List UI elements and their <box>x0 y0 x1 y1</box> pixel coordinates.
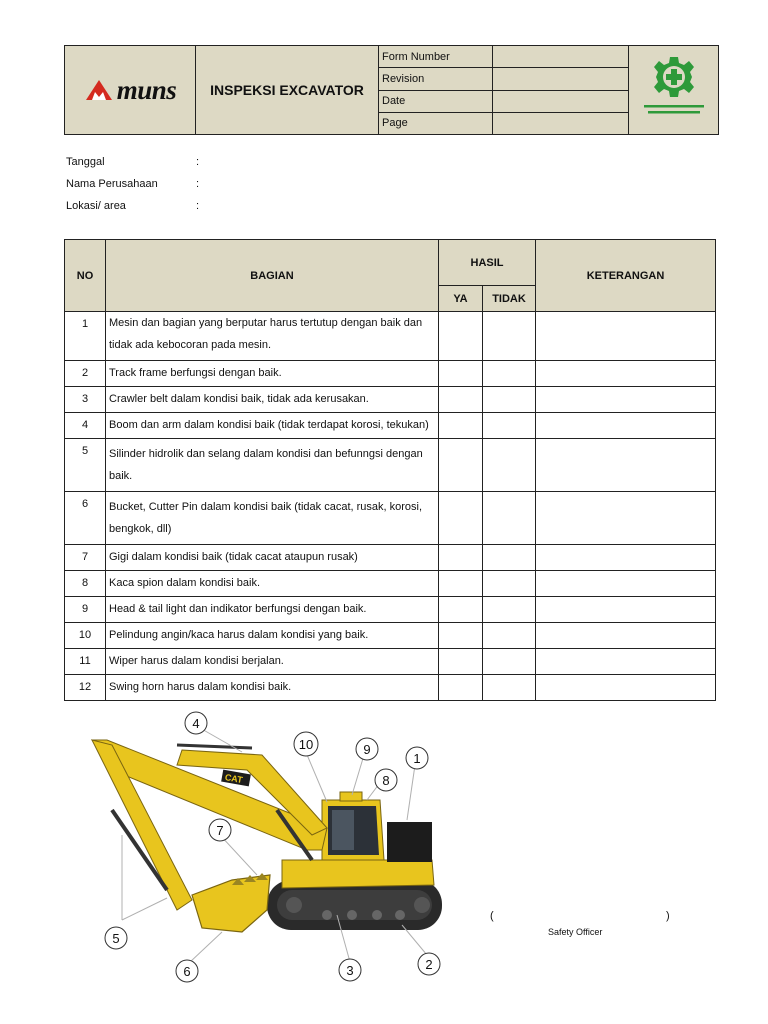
tidak-checkbox-cell[interactable] <box>483 312 536 361</box>
row-number: 3 <box>65 387 106 413</box>
ya-checkbox-cell[interactable] <box>439 413 483 439</box>
callout-2 <box>418 953 440 975</box>
table-row <box>65 312 716 361</box>
callout-1 <box>406 747 428 769</box>
row-description: Silinder hidrolik dan selang dalam kondisi dan befunngsi dengan baik. <box>106 439 439 492</box>
col-header-tidak: TIDAK <box>483 286 536 312</box>
ya-checkbox-cell[interactable] <box>439 361 483 387</box>
table-row <box>65 623 716 649</box>
ya-checkbox-cell[interactable] <box>439 623 483 649</box>
ya-checkbox-cell[interactable] <box>439 387 483 413</box>
ya-checkbox-cell[interactable] <box>439 675 483 701</box>
table-row <box>65 492 716 545</box>
col-header-bagian: BAGIAN <box>106 240 439 312</box>
logo-cell <box>65 46 196 135</box>
table-row <box>65 597 716 623</box>
company-logo <box>65 75 195 106</box>
keterangan-cell[interactable] <box>536 623 716 649</box>
cat-brand-label: CAT <box>224 772 244 786</box>
svg-text:1: 1 <box>413 751 421 766</box>
tidak-checkbox-cell[interactable] <box>483 387 536 413</box>
col-header-keterangan: KETERANGAN <box>536 240 716 312</box>
row-number: 5 <box>65 439 106 492</box>
form-header <box>64 45 719 135</box>
excavator-bucket <box>192 873 270 932</box>
table-row <box>65 675 716 701</box>
keterangan-cell[interactable] <box>536 545 716 571</box>
callout-10 <box>294 732 318 756</box>
info-colon: : <box>196 178 200 190</box>
signature-close-paren: ) <box>666 910 670 922</box>
tidak-checkbox-cell[interactable] <box>483 361 536 387</box>
row-number: 4 <box>65 413 106 439</box>
table-row <box>65 545 716 571</box>
tidak-checkbox-cell[interactable] <box>483 597 536 623</box>
row-description: Wiper harus dalam kondisi berjalan. <box>106 649 439 675</box>
ya-checkbox-cell[interactable] <box>439 649 483 675</box>
ya-checkbox-cell[interactable] <box>439 571 483 597</box>
row-number: 9 <box>65 597 106 623</box>
callout-4 <box>185 712 207 734</box>
keterangan-cell[interactable] <box>536 413 716 439</box>
row-number: 1 <box>65 312 106 361</box>
tidak-checkbox-cell[interactable] <box>483 492 536 545</box>
form-number-label: Form Number <box>379 46 493 68</box>
table-row <box>65 649 716 675</box>
k3-safety-emblem-icon <box>634 53 714 123</box>
info-colon: : <box>196 200 200 212</box>
form-title: INSPEKSI EXCAVATOR <box>196 46 379 135</box>
keterangan-cell[interactable] <box>536 387 716 413</box>
row-description: Gigi dalam kondisi baik (tidak cacat ataupun rusak) <box>106 545 439 571</box>
row-description: Kaca spion dalam kondisi baik. <box>106 571 439 597</box>
inspection-table <box>64 239 716 701</box>
row-number: 10 <box>65 623 106 649</box>
tidak-checkbox-cell[interactable] <box>483 649 536 675</box>
keterangan-cell[interactable] <box>536 439 716 492</box>
signature-open-paren: ( <box>490 910 494 922</box>
ya-checkbox-cell[interactable] <box>439 492 483 545</box>
muns-logo-icon <box>84 78 114 102</box>
svg-text:5: 5 <box>112 931 120 946</box>
row-number: 2 <box>65 361 106 387</box>
keterangan-cell[interactable] <box>536 492 716 545</box>
row-description: Crawler belt dalam kondisi baik, tidak ada kerusakan. <box>106 387 439 413</box>
keterangan-cell[interactable] <box>536 649 716 675</box>
svg-text:10: 10 <box>298 737 314 752</box>
keterangan-cell[interactable] <box>536 312 716 361</box>
callout-9 <box>356 738 378 760</box>
col-header-no: NO <box>65 240 106 312</box>
form-number-value[interactable] <box>493 46 629 68</box>
callout-6 <box>176 960 198 982</box>
keterangan-cell[interactable] <box>536 571 716 597</box>
row-description: Bucket, Cutter Pin dalam kondisi baik (tidak cacat, rusak, korosi, bengkok, dll) <box>106 492 439 545</box>
logo-text: muns <box>116 74 177 105</box>
page-value[interactable] <box>493 112 629 134</box>
k3-seal-cell <box>629 46 719 135</box>
revision-value[interactable] <box>493 68 629 90</box>
page-label: Page <box>379 112 493 134</box>
table-row <box>65 387 716 413</box>
row-description: Head & tail light dan indikator berfungsi dengan baik. <box>106 597 439 623</box>
tidak-checkbox-cell[interactable] <box>483 413 536 439</box>
table-row <box>65 361 716 387</box>
row-number: 6 <box>65 492 106 545</box>
revision-label: Revision <box>379 68 493 90</box>
keterangan-cell[interactable] <box>536 675 716 701</box>
callout-7 <box>209 819 231 841</box>
callout-3 <box>339 959 361 981</box>
info-label: Tanggal <box>66 156 105 168</box>
ya-checkbox-cell[interactable] <box>439 312 483 361</box>
svg-text:8: 8 <box>382 773 390 788</box>
callout-5 <box>105 927 127 949</box>
info-colon: : <box>196 156 200 168</box>
keterangan-cell[interactable] <box>536 361 716 387</box>
svg-text:7: 7 <box>216 823 224 838</box>
date-label: Date <box>379 90 493 112</box>
row-description: Track frame berfungsi dengan baik. <box>106 361 439 387</box>
info-label: Nama Perusahaan <box>66 178 158 190</box>
callout-8 <box>375 769 397 791</box>
table-row <box>65 571 716 597</box>
row-number: 12 <box>65 675 106 701</box>
svg-text:3: 3 <box>346 963 354 978</box>
tidak-checkbox-cell[interactable] <box>483 675 536 701</box>
svg-text:4: 4 <box>192 716 200 731</box>
tidak-checkbox-cell[interactable] <box>483 545 536 571</box>
col-header-ya: YA <box>439 286 483 312</box>
ya-checkbox-cell[interactable] <box>439 597 483 623</box>
tidak-checkbox-cell[interactable] <box>483 623 536 649</box>
ya-checkbox-cell[interactable] <box>439 545 483 571</box>
row-description: Pelindung angin/kaca harus dalam kondisi yang baik. <box>106 623 439 649</box>
row-number: 11 <box>65 649 106 675</box>
table-row <box>65 413 716 439</box>
tidak-checkbox-cell[interactable] <box>483 571 536 597</box>
keterangan-cell[interactable] <box>536 597 716 623</box>
table-row <box>65 439 716 492</box>
date-value[interactable] <box>493 90 629 112</box>
svg-text:2: 2 <box>425 957 433 972</box>
svg-text:6: 6 <box>183 964 191 979</box>
safety-officer-label: Safety Officer <box>548 927 603 937</box>
row-description: Boom dan arm dalam kondisi baik (tidak terdapat korosi, tekukan) <box>106 413 439 439</box>
row-number: 7 <box>65 545 106 571</box>
ya-checkbox-cell[interactable] <box>439 439 483 492</box>
row-description: Mesin dan bagian yang berputar harus tertutup dengan baik dan tidak ada kebocoran pada mesin. <box>106 312 439 361</box>
row-number: 8 <box>65 571 106 597</box>
col-header-hasil: HASIL <box>439 240 536 286</box>
info-label: Lokasi/ area <box>66 200 126 212</box>
tidak-checkbox-cell[interactable] <box>483 439 536 492</box>
excavator-diagram <box>82 710 446 992</box>
row-description: Swing horn harus dalam kondisi baik. <box>106 675 439 701</box>
svg-text:9: 9 <box>363 742 371 757</box>
